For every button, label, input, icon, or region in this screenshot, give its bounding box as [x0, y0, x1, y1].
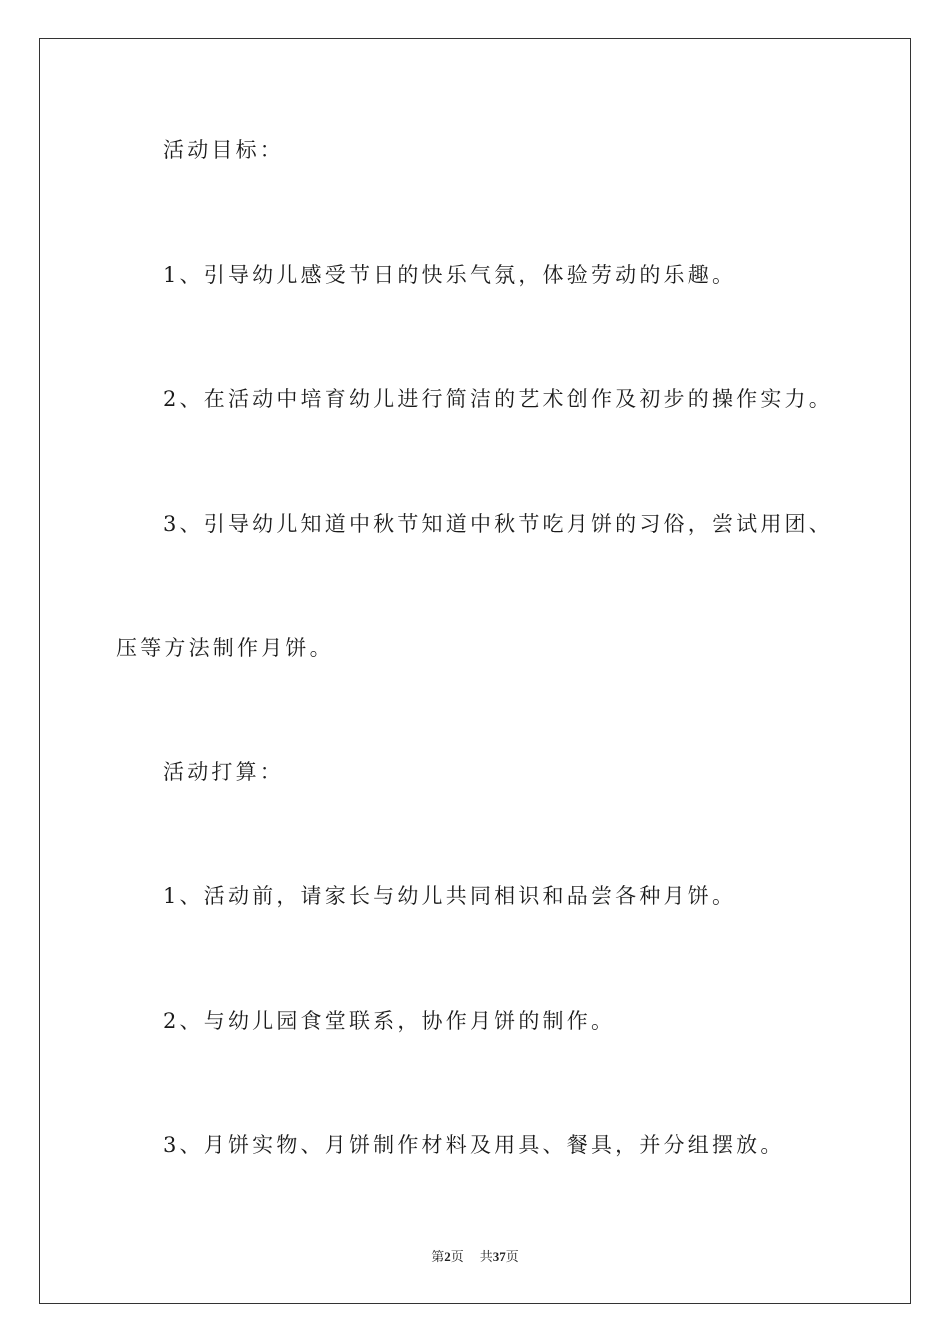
paragraph-goal-2: 2、在活动中培育幼儿进行简洁的艺术创作及初步的操作实力。 — [163, 387, 833, 411]
page-border — [39, 38, 911, 1304]
footer-page-prefix: 第 — [431, 1249, 445, 1264]
paragraph-prep-1: 1、活动前，请家长与幼儿共同相识和品尝各种月饼。 — [163, 884, 737, 908]
footer-current-page: 2 — [444, 1249, 451, 1264]
paragraph-prep-3: 3、月饼实物、月饼制作材料及用具、餐具，并分组摆放。 — [163, 1133, 785, 1157]
paragraph-goal-3-continued: 压等方法制作月饼。 — [116, 636, 334, 660]
footer-page-suffix: 页 — [450, 1249, 464, 1264]
page-footer — [0, 1250, 950, 1263]
section-heading-goals: 活动目标： — [163, 138, 284, 162]
footer-total-prefix: 共 — [479, 1249, 493, 1264]
paragraph-goal-3: 3、引导幼儿知道中秋节知道中秋节吃月饼的习俗，尝试用团、 — [163, 512, 833, 536]
section-heading-preparation: 活动打算： — [163, 760, 284, 784]
footer-total-pages: 37 — [492, 1249, 506, 1264]
paragraph-goal-1: 1、引导幼儿感受节日的快乐气氛，体验劳动的乐趣。 — [163, 263, 737, 287]
paragraph-prep-2: 2、与幼儿园食堂联系，协作月饼的制作。 — [163, 1009, 616, 1033]
footer-total-suffix: 页 — [505, 1249, 519, 1264]
